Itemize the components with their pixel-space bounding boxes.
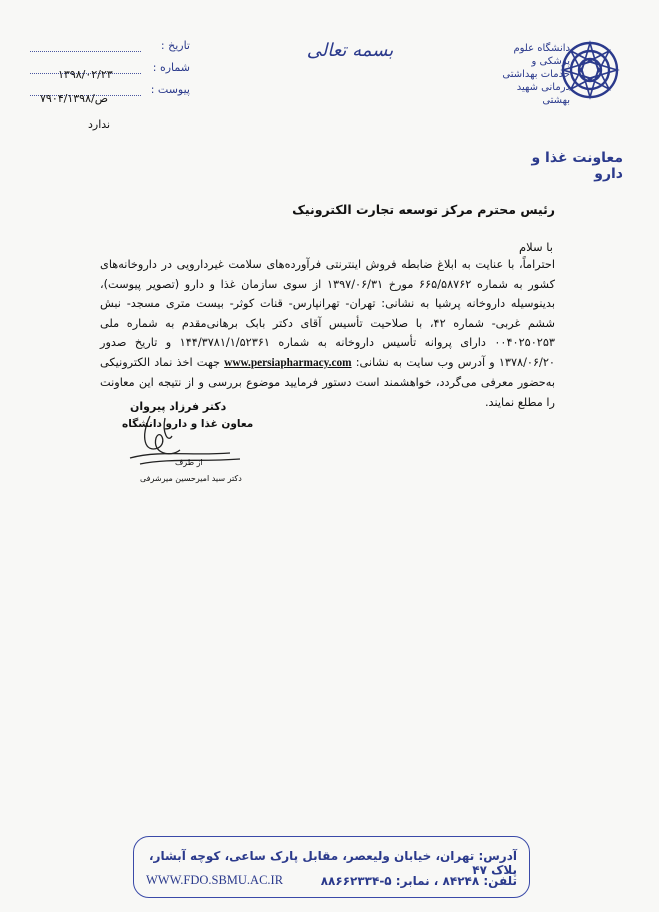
basmala: بسمه تعالی bbox=[306, 40, 394, 61]
deputy-name: معاونت غذا و دارو bbox=[531, 150, 623, 182]
signatory-title: معاون غذا و دارو دانشگاه bbox=[122, 418, 254, 430]
website-link[interactable]: www.persiapharmacy.com bbox=[224, 356, 352, 369]
number-label: شماره : bbox=[152, 61, 190, 74]
footer-phone: تلفن: ۸۴۲۴۸ ، نمابر: ۵-۸۸۶۶۲۳۳۴ bbox=[320, 873, 517, 888]
university-name: دانشگاه علوم پزشکی و خدمات بهداشتی درمانی شهید بهشتی bbox=[502, 43, 570, 106]
recipient: رئیس محترم مرکز توسعه تجارت الکترونیک bbox=[292, 202, 555, 217]
signatory-small: دکتر سید امیرحسین میرشرفی bbox=[140, 474, 242, 483]
date-row bbox=[30, 30, 190, 52]
attachment-value: ندارد bbox=[88, 118, 111, 131]
footer-website[interactable]: WWW.FDO.SBMU.AC.IR bbox=[146, 873, 284, 887]
number-value: ۷۹۰۴/ص/۱۳۹۸ bbox=[40, 92, 108, 105]
body-part-1: احتراماً، با عنایت به ابلاغ ضابطه فروش اینترنتی فرآورده‌های سلامت غیردارویی در داروخانه‌های کشور به شماره ۶۶۵/۵۸۷۶۲ مورخ ۱۳۹۷/۰۶/۳۱ از سوی سازمان غذا و دارو (تصویر پیوست)، بدینوسیله داروخانه پرشیا به نشانی: تهران- تهرانپارس- قنات کوثر- بیست متری مسجد- نبش ششم غربی- شماره ۴۲، با صلاحیت تأسیس آقای دکتر بابک برهانی‌مقدم به شماره ملی ۰۰۴۰۲۵۰۲۵۳ دارای پروانه تأسیس داروخانه به شماره ۱۴۴/۳۷۸۱/۱/۵۲۳۶۱ و تاریخ صدور ۱۳۷۸/۰۶/۲۰ و آدرس وب سایت به نشانی: bbox=[100, 258, 556, 369]
footer-address: آدرس: تهران، خیابان ولیعصر، مقابل پارک ساعی، کوچه آبشار، پلاک ۴۷ bbox=[149, 849, 517, 877]
footer-box bbox=[133, 836, 530, 898]
greeting: با سلام bbox=[519, 240, 553, 254]
body-part-2: جهت اخذ نماد الکترونیکی به‌حضور معرفی می‌گردد، خواهشمند است دستور فرمایید موضوع بررسی و از نتیجه این معاونت را مطلع نمایند. bbox=[100, 355, 555, 409]
signatory-name: دکتر فرزاد پیروان bbox=[130, 400, 227, 413]
letter-meta bbox=[30, 30, 190, 96]
on-behalf-note: از طرف bbox=[175, 458, 203, 467]
letter-body bbox=[100, 255, 555, 412]
date-label: تاریخ : bbox=[160, 39, 190, 52]
date-value: ۱۳۹۸/۰۲/۲۳ bbox=[58, 68, 113, 81]
attachment-label: پیوست : bbox=[150, 83, 190, 96]
